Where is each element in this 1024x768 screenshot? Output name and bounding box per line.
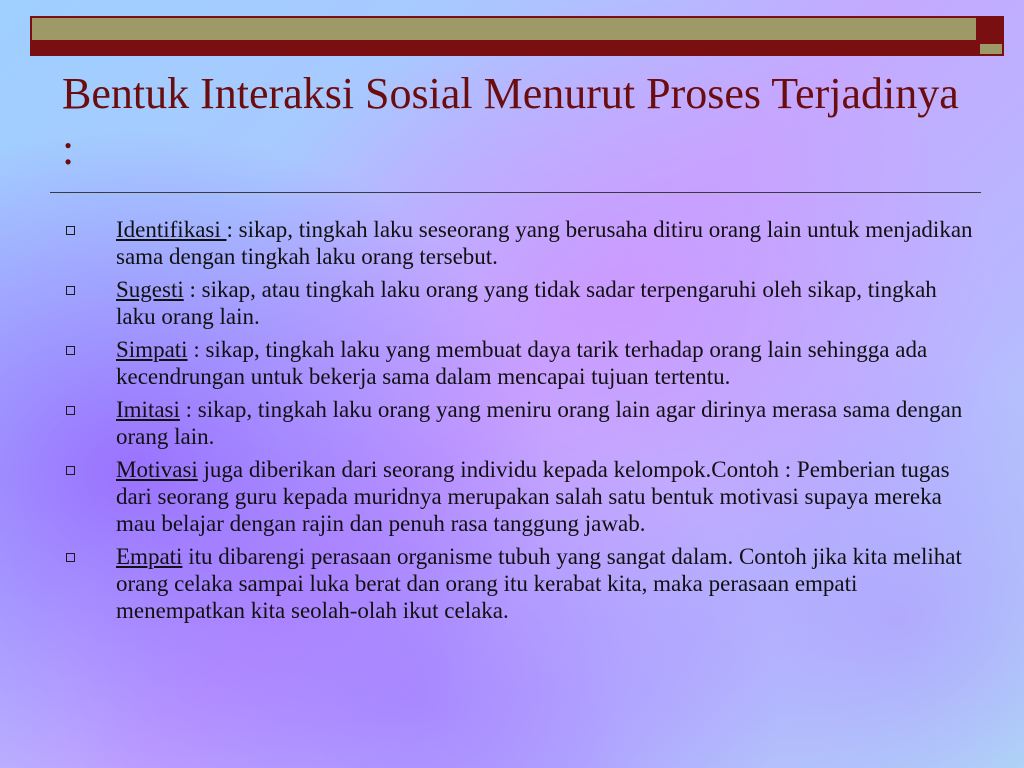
- list-item-sugesti: [62, 276, 974, 330]
- definition-sugesti: : sikap, atau tingkah laku orang yang tidak sadar terpengaruhi oleh sikap, tingkah laku orang lain.: [116, 277, 937, 329]
- header-corner-square-top: [978, 16, 1004, 42]
- hollow-square-bullet-icon: [66, 466, 75, 475]
- bullet-list: [62, 216, 974, 630]
- list-item-simpati: [62, 336, 974, 390]
- hollow-square-bullet-icon: [66, 553, 75, 562]
- header-corner-square-bottom: [978, 42, 1004, 56]
- term-simpati: Simpati: [116, 337, 188, 362]
- hollow-square-bullet-icon: [66, 406, 75, 415]
- header-bar-bottom: [30, 42, 978, 56]
- definition-empati: itu dibarengi perasaan organisme tubuh yang sangat dalam. Contoh jika kita melihat orang celaka sampai luka berat dan orang itu kerabat kita, maka perasaan empati menempatkan kita seolah-olah ikut celaka.: [116, 544, 962, 623]
- definition-imitasi: : sikap, tingkah laku orang yang meniru orang lain agar dirinya merasa sama dengan orang lain.: [116, 397, 963, 449]
- term-sugesti: Sugesti: [116, 277, 184, 302]
- term-imitasi: Imitasi: [116, 397, 180, 422]
- hollow-square-bullet-icon: [66, 346, 75, 355]
- definition-motivasi: juga diberikan dari seorang individu kepada kelompok.Contoh : Pemberian tugas dari seorang guru kepada muridnya merupakan salah satu bentuk motivasi supaya mereka mau belajar dengan rajin dan penuh rasa tanggung jawab.: [116, 457, 950, 536]
- header-bar-top: [30, 16, 978, 42]
- title-divider: [50, 192, 981, 193]
- definition-identifikasi: : sikap, tingkah laku seseorang yang berusaha ditiru orang lain untuk menjadikan sama dengan tingkah laku orang tersebut.: [116, 217, 973, 269]
- definition-simpati: : sikap, tingkah laku yang membuat daya tarik terhadap orang lain sehingga ada kecendrungan untuk bekerja sama dalam mencapai tujuan tertentu.: [116, 337, 928, 389]
- list-item-empati: [62, 543, 974, 624]
- list-item-motivasi: [62, 456, 974, 537]
- list-item-imitasi: [62, 396, 974, 450]
- list-item-identifikasi: [62, 216, 974, 270]
- term-empati: Empati: [116, 544, 183, 569]
- hollow-square-bullet-icon: [66, 226, 75, 235]
- slide-title: Bentuk Interaksi Sosial Menurut Proses Terjadinya :: [62, 69, 959, 174]
- term-identifikasi: Identifikasi: [116, 217, 227, 242]
- term-motivasi: Motivasi: [116, 457, 198, 482]
- hollow-square-bullet-icon: [66, 286, 75, 295]
